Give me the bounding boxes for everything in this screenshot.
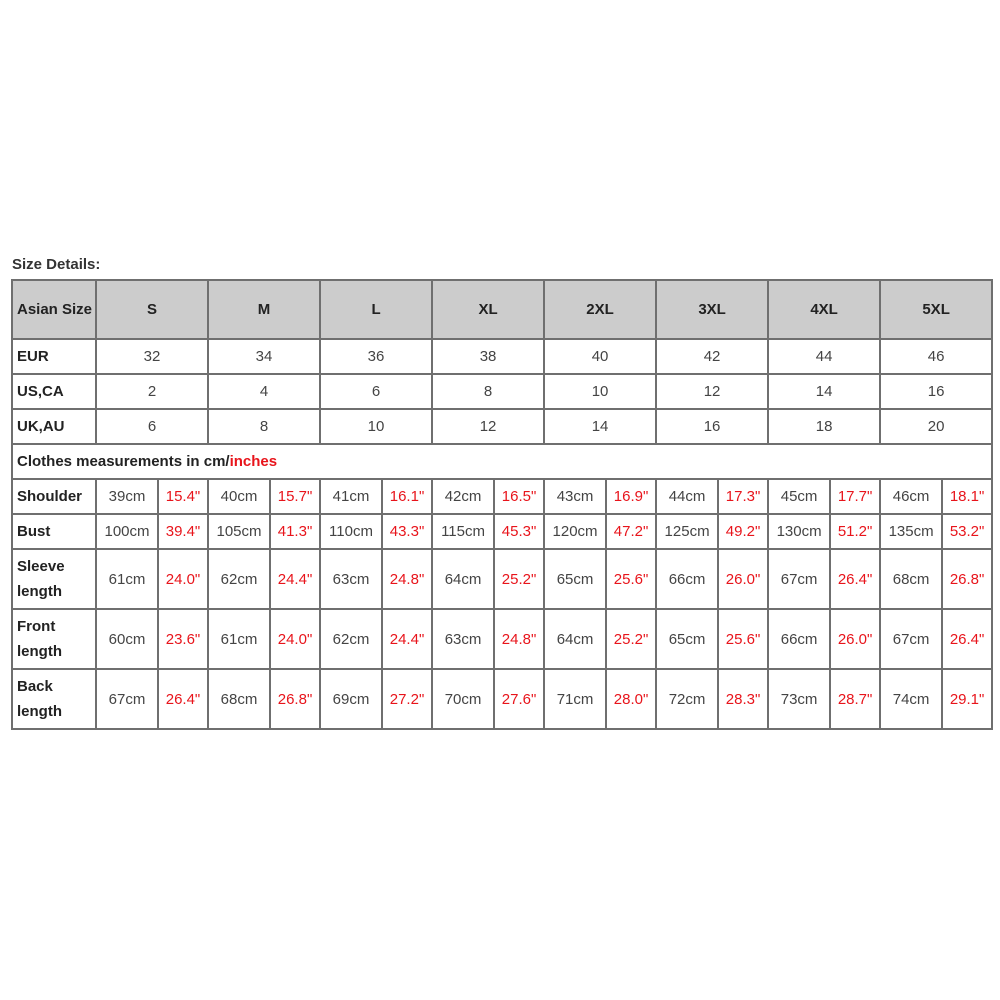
inch-cell: 16.5" <box>494 479 544 514</box>
inch-cell: 17.7" <box>830 479 880 514</box>
cm-cell: 100cm <box>96 514 158 549</box>
size-header-cell: L <box>320 280 432 339</box>
inch-cell: 16.1" <box>382 479 432 514</box>
section-heading-highlight: inches <box>229 453 278 470</box>
conversion-cell: 18 <box>768 409 880 444</box>
cm-cell: 67cm <box>880 609 942 669</box>
page-title: Size Details: <box>12 256 101 273</box>
size-header-cell: 4XL <box>768 280 880 339</box>
section-heading-text: Clothes measurements in cm/ <box>17 453 230 470</box>
row-label: Bust <box>12 514 96 549</box>
inch-cell: 17.3" <box>718 479 768 514</box>
row-label: US,CA <box>12 374 96 409</box>
conversion-cell: 16 <box>880 374 992 409</box>
cm-cell: 73cm <box>768 669 830 729</box>
cm-cell: 65cm <box>656 609 718 669</box>
cm-cell: 65cm <box>544 549 606 609</box>
inch-cell: 24.0" <box>270 609 320 669</box>
cm-cell: 61cm <box>208 609 270 669</box>
measurement-row <box>12 549 992 609</box>
inch-cell: 15.4" <box>158 479 208 514</box>
cm-cell: 62cm <box>208 549 270 609</box>
cm-cell: 72cm <box>656 669 718 729</box>
inch-cell: 24.8" <box>494 609 544 669</box>
cm-cell: 74cm <box>880 669 942 729</box>
cm-cell: 63cm <box>320 549 382 609</box>
cm-cell: 68cm <box>208 669 270 729</box>
cm-cell: 60cm <box>96 609 158 669</box>
inch-cell: 28.7" <box>830 669 880 729</box>
cm-cell: 67cm <box>96 669 158 729</box>
cm-cell: 70cm <box>432 669 494 729</box>
inch-cell: 25.2" <box>606 609 656 669</box>
conversion-row <box>12 339 992 374</box>
conversion-cell: 14 <box>544 409 656 444</box>
cm-cell: 43cm <box>544 479 606 514</box>
conversion-cell: 8 <box>432 374 544 409</box>
measurement-row <box>12 479 992 514</box>
conversion-cell: 14 <box>768 374 880 409</box>
conversion-cell: 2 <box>96 374 208 409</box>
row-label: Sleeve length <box>12 549 96 609</box>
size-header-cell: M <box>208 280 320 339</box>
row-label: EUR <box>12 339 96 374</box>
row-label: Shoulder <box>12 479 96 514</box>
inch-cell: 45.3" <box>494 514 544 549</box>
conversion-cell: 20 <box>880 409 992 444</box>
conversion-cell: 34 <box>208 339 320 374</box>
inch-cell: 25.6" <box>718 609 768 669</box>
header-label: Asian Size <box>12 280 96 339</box>
conversion-row <box>12 374 992 409</box>
conversion-cell: 8 <box>208 409 320 444</box>
inch-cell: 28.0" <box>606 669 656 729</box>
cm-cell: 71cm <box>544 669 606 729</box>
row-label: UK,AU <box>12 409 96 444</box>
inch-cell: 28.3" <box>718 669 768 729</box>
inch-cell: 24.0" <box>158 549 208 609</box>
conversion-cell: 12 <box>656 374 768 409</box>
size-header-cell: 3XL <box>656 280 768 339</box>
conversion-cell: 12 <box>432 409 544 444</box>
cm-cell: 44cm <box>656 479 718 514</box>
conversion-cell: 36 <box>320 339 432 374</box>
conversion-cell: 4 <box>208 374 320 409</box>
conversion-cell: 32 <box>96 339 208 374</box>
inch-cell: 24.4" <box>270 549 320 609</box>
row-label: Back length <box>12 669 96 729</box>
cm-cell: 115cm <box>432 514 494 549</box>
cm-cell: 68cm <box>880 549 942 609</box>
cm-cell: 69cm <box>320 669 382 729</box>
conversion-cell: 38 <box>432 339 544 374</box>
cm-cell: 66cm <box>656 549 718 609</box>
inch-cell: 24.4" <box>382 609 432 669</box>
conversion-cell: 10 <box>544 374 656 409</box>
conversion-cell: 10 <box>320 409 432 444</box>
inch-cell: 51.2" <box>830 514 880 549</box>
conversion-row <box>12 409 992 444</box>
cm-cell: 45cm <box>768 479 830 514</box>
size-header-cell: XL <box>432 280 544 339</box>
cm-cell: 62cm <box>320 609 382 669</box>
conversion-cell: 6 <box>320 374 432 409</box>
inch-cell: 27.2" <box>382 669 432 729</box>
inch-cell: 23.6" <box>158 609 208 669</box>
cm-cell: 120cm <box>544 514 606 549</box>
measurement-row <box>12 514 992 549</box>
conversion-cell: 16 <box>656 409 768 444</box>
inch-cell: 26.4" <box>942 609 992 669</box>
cm-cell: 42cm <box>432 479 494 514</box>
cm-cell: 46cm <box>880 479 942 514</box>
conversion-cell: 40 <box>544 339 656 374</box>
inch-cell: 26.8" <box>270 669 320 729</box>
inch-cell: 43.3" <box>382 514 432 549</box>
inch-cell: 26.0" <box>830 609 880 669</box>
conversion-cell: 44 <box>768 339 880 374</box>
inch-cell: 26.0" <box>718 549 768 609</box>
conversion-cell: 6 <box>96 409 208 444</box>
inch-cell: 26.4" <box>158 669 208 729</box>
cm-cell: 110cm <box>320 514 382 549</box>
cm-cell: 40cm <box>208 479 270 514</box>
size-chart-table <box>11 279 993 730</box>
cm-cell: 39cm <box>96 479 158 514</box>
size-header-cell: 5XL <box>880 280 992 339</box>
cm-cell: 125cm <box>656 514 718 549</box>
measurement-row <box>12 669 992 729</box>
conversion-cell: 42 <box>656 339 768 374</box>
cm-cell: 61cm <box>96 549 158 609</box>
inch-cell: 41.3" <box>270 514 320 549</box>
size-header-cell: 2XL <box>544 280 656 339</box>
cm-cell: 66cm <box>768 609 830 669</box>
inch-cell: 47.2" <box>606 514 656 549</box>
measurement-row <box>12 609 992 669</box>
header-row <box>12 280 992 339</box>
cm-cell: 105cm <box>208 514 270 549</box>
cm-cell: 67cm <box>768 549 830 609</box>
row-label: Front length <box>12 609 96 669</box>
inch-cell: 25.6" <box>606 549 656 609</box>
conversion-cell: 46 <box>880 339 992 374</box>
inch-cell: 29.1" <box>942 669 992 729</box>
inch-cell: 26.4" <box>830 549 880 609</box>
inch-cell: 18.1" <box>942 479 992 514</box>
cm-cell: 41cm <box>320 479 382 514</box>
inch-cell: 24.8" <box>382 549 432 609</box>
inch-cell: 27.6" <box>494 669 544 729</box>
inch-cell: 25.2" <box>494 549 544 609</box>
section-heading <box>12 444 992 479</box>
inch-cell: 15.7" <box>270 479 320 514</box>
inch-cell: 39.4" <box>158 514 208 549</box>
cm-cell: 130cm <box>768 514 830 549</box>
cm-cell: 64cm <box>544 609 606 669</box>
section-row <box>12 444 992 479</box>
inch-cell: 26.8" <box>942 549 992 609</box>
cm-cell: 63cm <box>432 609 494 669</box>
inch-cell: 49.2" <box>718 514 768 549</box>
inch-cell: 53.2" <box>942 514 992 549</box>
inch-cell: 16.9" <box>606 479 656 514</box>
cm-cell: 64cm <box>432 549 494 609</box>
size-header-cell: S <box>96 280 208 339</box>
cm-cell: 135cm <box>880 514 942 549</box>
